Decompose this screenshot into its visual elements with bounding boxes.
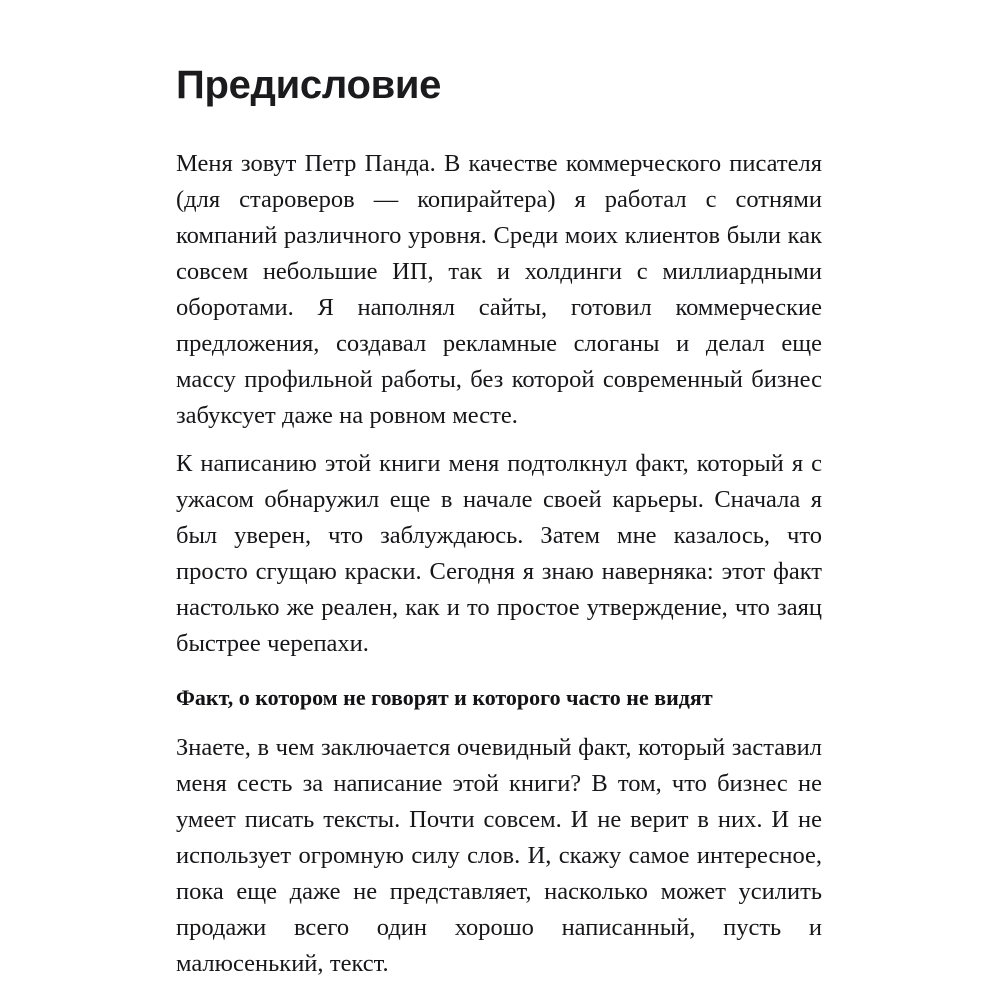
paragraph-2: К написанию этой книги меня подтолкнул факт, который я с ужасом обнаружил еще в начале своей карьеры. Сначала я был уверен, что заблуждаюсь. Затем мне казалось, что просто сгущаю краски. Сегодня я знаю наверняка: этот факт настолько же реален, как и то простое утверждение, что заяц быстрее черепахи. — [176, 450, 822, 657]
chapter-title: Предисловие — [176, 63, 442, 107]
paragraph-1: Меня зовут Петр Панда. В качестве коммерческого писателя (для староверов — копирайтера) я работал с сотнями компаний различного уровня. Среди моих клиентов были как совсем небольшие ИП, так и холдинги с миллиардными оборотами. Я наполнял сайты, готовил коммерческие предложения, создавал рекламные слоганы и делал еще массу профильной работы, без которой современный бизнес забуксует даже на ровном месте. — [176, 150, 822, 429]
text-column — [176, 62, 822, 982]
section-subheading: Факт, о котором не говорят и которого часто не видят — [176, 685, 713, 710]
paragraph-3: Знаете, в чем заключается очевидный факт, который заставил меня сесть за написание этой книги? В том, что бизнес не умеет писать тексты. Почти совсем. И не верит в них. И не использует огромную силу слов. И, скажу самое интересное, пока еще даже не представляет, насколько может усилить продажи всего один хорошо написанный, пусть и малюсенький, текст. — [176, 734, 822, 977]
